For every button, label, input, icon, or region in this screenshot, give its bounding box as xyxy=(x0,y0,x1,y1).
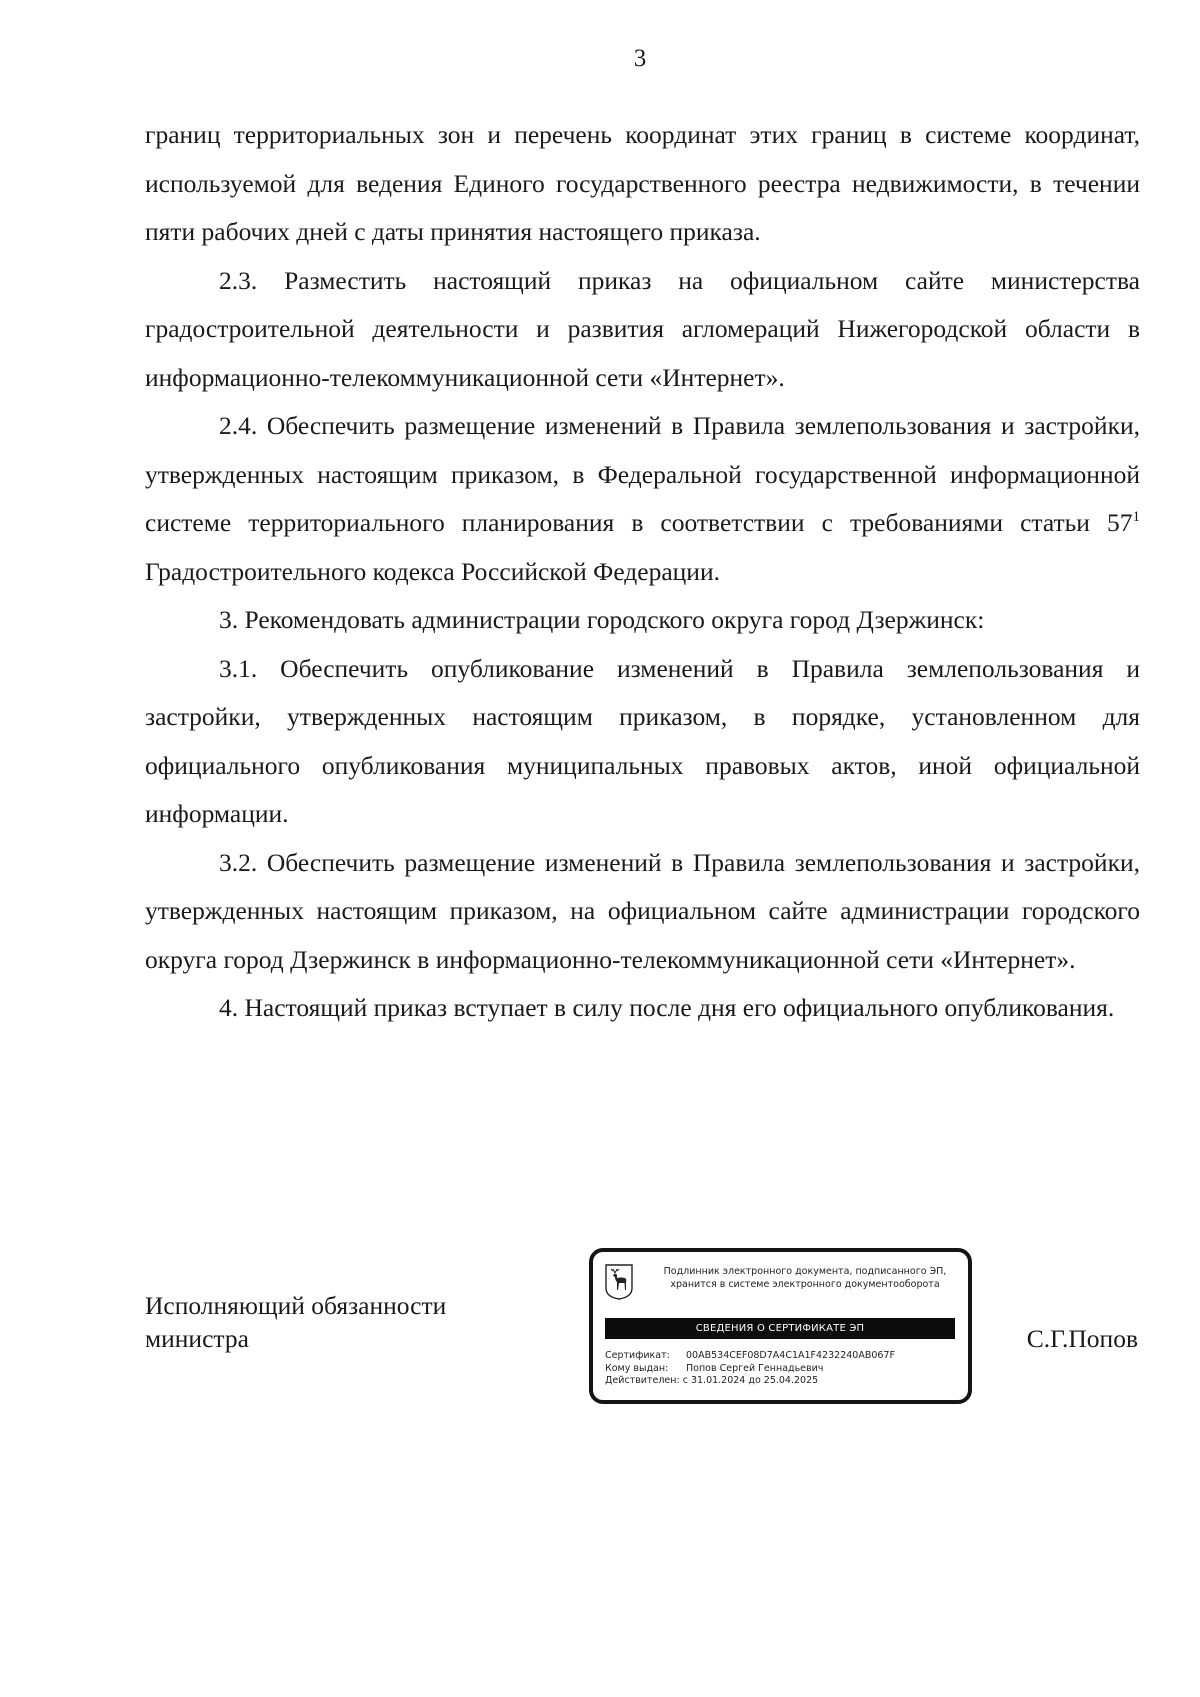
paragraph-2-4-text-end: Градостроительного кодекса Российской Федерации. xyxy=(145,556,720,586)
stamp-certificate-bar: СВЕДЕНИЯ О СЕРТИФИКАТЕ ЭП xyxy=(605,1318,955,1339)
paragraph-3-2: 3.2. Обеспечить размещение изменений в Правила землепользования и застройки, утвержденных настоящим приказом, на официальном сайте администрации городского округа город Дзержинск в информационно-телекоммуникационной сети «Интернет». xyxy=(145,847,1140,974)
stamp-header-line1: Подлинник электронного документа, подписанного ЭП, xyxy=(663,1266,947,1277)
issued-to-row xyxy=(605,1363,895,1376)
paragraph-continuation: границ территориальных зон и перечень координат этих границ в системе координат, используемой для ведения Единого государственного реестра недвижимости, в течении пяти рабочих дней с даты принятия настоящего приказа. xyxy=(145,120,1140,246)
stamp-header xyxy=(647,1265,963,1291)
signer-position xyxy=(145,1289,446,1355)
validity-row xyxy=(605,1375,895,1388)
electronic-signature-stamp xyxy=(589,1248,972,1404)
paragraph-2-4-text: 2.4. Обеспечить размещение изменений в Правила землепользования и застройки, утвержденных настоящим приказом, в Федеральной государственной информационной системе территориального планирования в соответствии с требованиями статьи 57 xyxy=(145,411,1140,537)
paragraph-3: 3. Рекомендовать администрации городского округа город Дзержинск: xyxy=(219,605,985,634)
stamp-certificate-details xyxy=(605,1350,895,1388)
paragraph-2-4 xyxy=(145,402,1140,596)
paragraph-4: 4. Настоящий приказ вступает в силу после дня его официального опубликования. xyxy=(219,993,1115,1022)
certificate-label: Сертификат: xyxy=(605,1350,670,1361)
validity-value: с 31.01.2024 до 25.04.2025 xyxy=(682,1375,819,1386)
signer-position-line2: министра xyxy=(145,1324,249,1353)
certificate-value: 00AB534CEF08D7A4C1A1F4232240AB067F xyxy=(686,1350,895,1361)
signer-name: С.Г.Попов xyxy=(1026,1324,1138,1353)
signer-position-line1: Исполняющий обязанности xyxy=(145,1291,447,1320)
deer-emblem-icon xyxy=(605,1264,633,1300)
issued-to-value: Попов Сергей Геннадьевич xyxy=(686,1362,824,1374)
stamp-header-line2: хранится в системе электронного документооборота xyxy=(670,1279,940,1290)
paragraph-3-1: 3.1. Обеспечить опубликование изменений в Правила землепользования и застройки, утвержденных настоящим приказом, в порядке, установленном для официального опубликования муниципальных правовых актов, иной официальной информации. xyxy=(145,653,1140,828)
validity-label: Действителен: xyxy=(605,1375,680,1386)
certificate-row xyxy=(605,1350,895,1363)
paragraph-2-3: 2.3. Разместить настоящий приказ на официальном сайте министерства градостроительной деятельности и развития агломераций Нижегородской области в информационно-телекоммуникационной сети «Интернет». xyxy=(145,265,1140,392)
article-superscript: 1 xyxy=(1132,509,1140,525)
issued-to-label: Кому выдан: xyxy=(605,1362,669,1374)
page-number: 3 xyxy=(633,45,647,72)
document-body xyxy=(145,111,1140,1033)
